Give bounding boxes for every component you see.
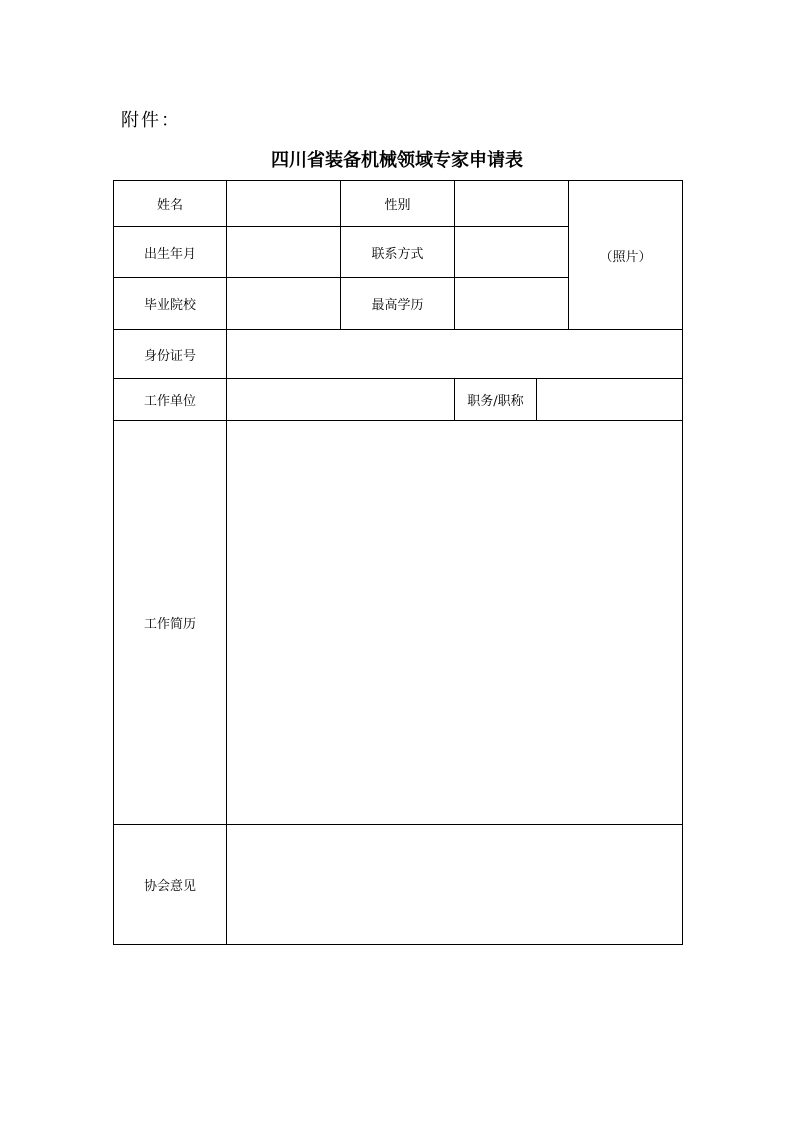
attachment-label: 附件： <box>121 110 181 131</box>
id-number-label: 身份证号 <box>114 330 227 379</box>
name-label: 姓名 <box>114 181 227 227</box>
resume-label: 工作简历 <box>114 421 227 825</box>
school-field[interactable] <box>227 278 341 330</box>
form-title: 四川省装备机械领域专家申请表 <box>271 150 523 171</box>
resume-field[interactable] <box>227 421 683 825</box>
education-label: 最高学历 <box>341 278 455 330</box>
position-label: 职务/职称 <box>455 379 537 421</box>
id-number-field[interactable] <box>227 330 683 379</box>
employer-label: 工作单位 <box>114 379 227 421</box>
gender-field[interactable] <box>455 181 569 227</box>
opinion-label: 协会意见 <box>114 825 227 945</box>
contact-field[interactable] <box>455 227 569 278</box>
employer-field[interactable] <box>227 379 455 421</box>
contact-label: 联系方式 <box>341 227 455 278</box>
application-form-table <box>113 180 683 945</box>
birth-label: 出生年月 <box>114 227 227 278</box>
education-field[interactable] <box>455 278 569 330</box>
school-label: 毕业院校 <box>114 278 227 330</box>
opinion-field[interactable] <box>227 825 683 945</box>
name-field[interactable] <box>227 181 341 227</box>
position-field[interactable] <box>537 379 683 421</box>
birth-field[interactable] <box>227 227 341 278</box>
gender-label: 性别 <box>341 181 455 227</box>
photo-placeholder[interactable]: （照片） <box>569 181 683 330</box>
